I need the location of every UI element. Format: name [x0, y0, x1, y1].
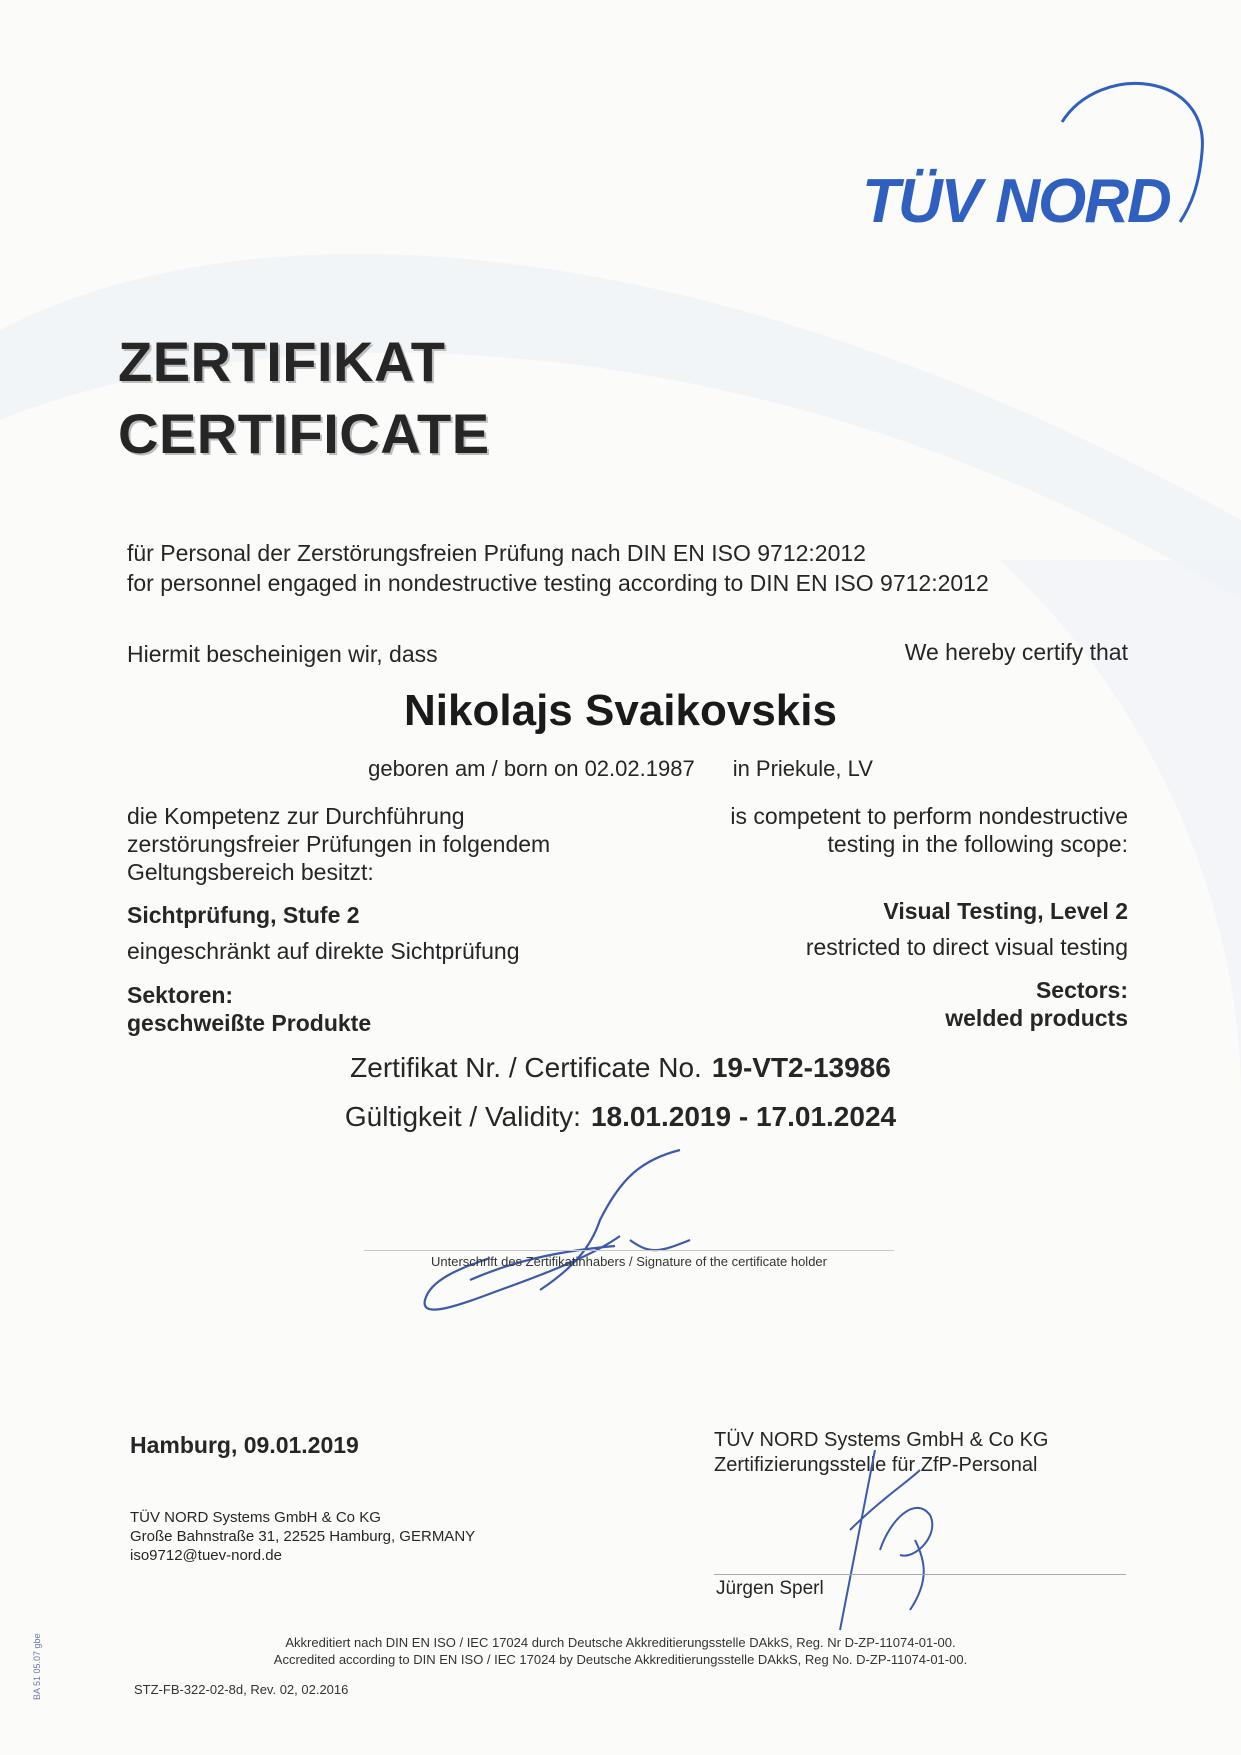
signatory-signature-mark	[820, 1440, 960, 1640]
address-company: TÜV NORD Systems GmbH & Co KG	[130, 1509, 381, 1526]
competence-en-line: is competent to perform nondestructive	[730, 803, 1128, 829]
restriction-german: eingeschränkt auf direkte Sichtprüfung	[127, 938, 520, 964]
svg-text:TÜV NORD: TÜV NORD	[862, 167, 1170, 236]
birth-date: geboren am / born on 02.02.1987	[368, 756, 695, 781]
sectors-label-en: Sectors:	[1035, 977, 1128, 1003]
certificate-number-label: Zertifikat Nr. / Certificate No.	[350, 1052, 702, 1083]
accreditation-english: Accredited according to DIN EN ISO / IEC 17024 by Deutsche Akkreditierungsstelle DAkkS, Reg No. D-ZP-11074-01-00.	[273, 1652, 968, 1667]
issuer-company: TÜV NORD Systems GmbH & Co KG	[714, 1429, 1049, 1451]
certificate-title	[118, 326, 490, 470]
form-number: STZ-FB-322-02-8d, Rev. 02, 02.2016	[134, 1682, 349, 1697]
accreditation-german: Akkreditiert nach DIN EN ISO / IEC 17024 durch Deutsche Akkreditierungsstelle DAkkS, Reg. Nr D-ZP-11074-01-00.	[285, 1635, 956, 1650]
signatory-name: Jürgen Sperl	[716, 1578, 824, 1599]
validity-range: 18.01.2019 - 17.01.2024	[590, 1101, 897, 1132]
intro-german: für Personal der Zerstörungsfreien Prüfung nach DIN EN ISO 9712:2012	[127, 540, 866, 566]
method-english: Visual Testing, Level 2	[883, 898, 1128, 924]
accreditation-note	[0, 1634, 1241, 1668]
sectors-value-de: geschweißte Produkte	[127, 1010, 372, 1036]
certificate-number: 19-VT2-13986	[711, 1052, 891, 1083]
sectors-value-en: welded products	[945, 1005, 1128, 1031]
address-email: iso9712@tuev-nord.de	[130, 1547, 282, 1564]
birth-place: in Priekule, LV	[732, 756, 873, 781]
intro-text	[127, 538, 989, 598]
title-english: CERTIFICATE	[118, 402, 490, 465]
holder-name: Nikolajs Svaikovskis	[404, 686, 837, 735]
certify-english: We hereby certify that	[904, 639, 1128, 665]
certificate-number-line	[0, 1052, 1241, 1084]
intro-english: for personnel engaged in nondestructive testing according to DIN EN ISO 9712:2012	[127, 570, 989, 596]
holder-signature-line	[364, 1250, 894, 1251]
competence-en-line: testing in the following scope:	[827, 831, 1128, 857]
signatory-line	[714, 1574, 1126, 1575]
title-german: ZERTIFIKAT	[118, 330, 446, 393]
holder-birth	[0, 756, 1241, 782]
validity-label: Gültigkeit / Validity:	[344, 1101, 581, 1132]
method-german: Sichtprüfung, Stufe 2	[127, 902, 360, 928]
certify-german: Hiermit bescheinigen wir, dass	[127, 641, 438, 667]
place-date: Hamburg, 09.01.2019	[130, 1432, 359, 1458]
validity-line	[0, 1101, 1241, 1133]
issuer-body: Zertifizierungsstelle für ZfP-Personal	[714, 1454, 1038, 1476]
holder-signature-mark	[400, 1140, 740, 1320]
address-street: Große Bahnstraße 31, 22525 Hamburg, GERMANY	[130, 1528, 476, 1545]
holder-signature-caption: Unterschrift des Zertifikatinhabers / Signature of the certificate holder	[431, 1254, 827, 1269]
sectors-german	[127, 981, 371, 1037]
margin-code: BA 51 05.07 gbe	[32, 1633, 42, 1700]
competence-english	[730, 802, 1128, 858]
competence-de-line: zerstörungsfreier Prüfungen in folgendem	[127, 831, 551, 857]
competence-de-line: Geltungsbereich besitzt:	[127, 859, 374, 885]
sectors-english	[945, 976, 1128, 1032]
competence-de-line: die Kompetenz zur Durchführung	[127, 803, 465, 829]
restriction-english: restricted to direct visual testing	[805, 934, 1128, 960]
competence-german	[127, 802, 550, 886]
issuer-address	[130, 1508, 475, 1565]
sectors-label-de: Sektoren:	[127, 982, 234, 1008]
tuv-nord-logo	[850, 62, 1220, 242]
